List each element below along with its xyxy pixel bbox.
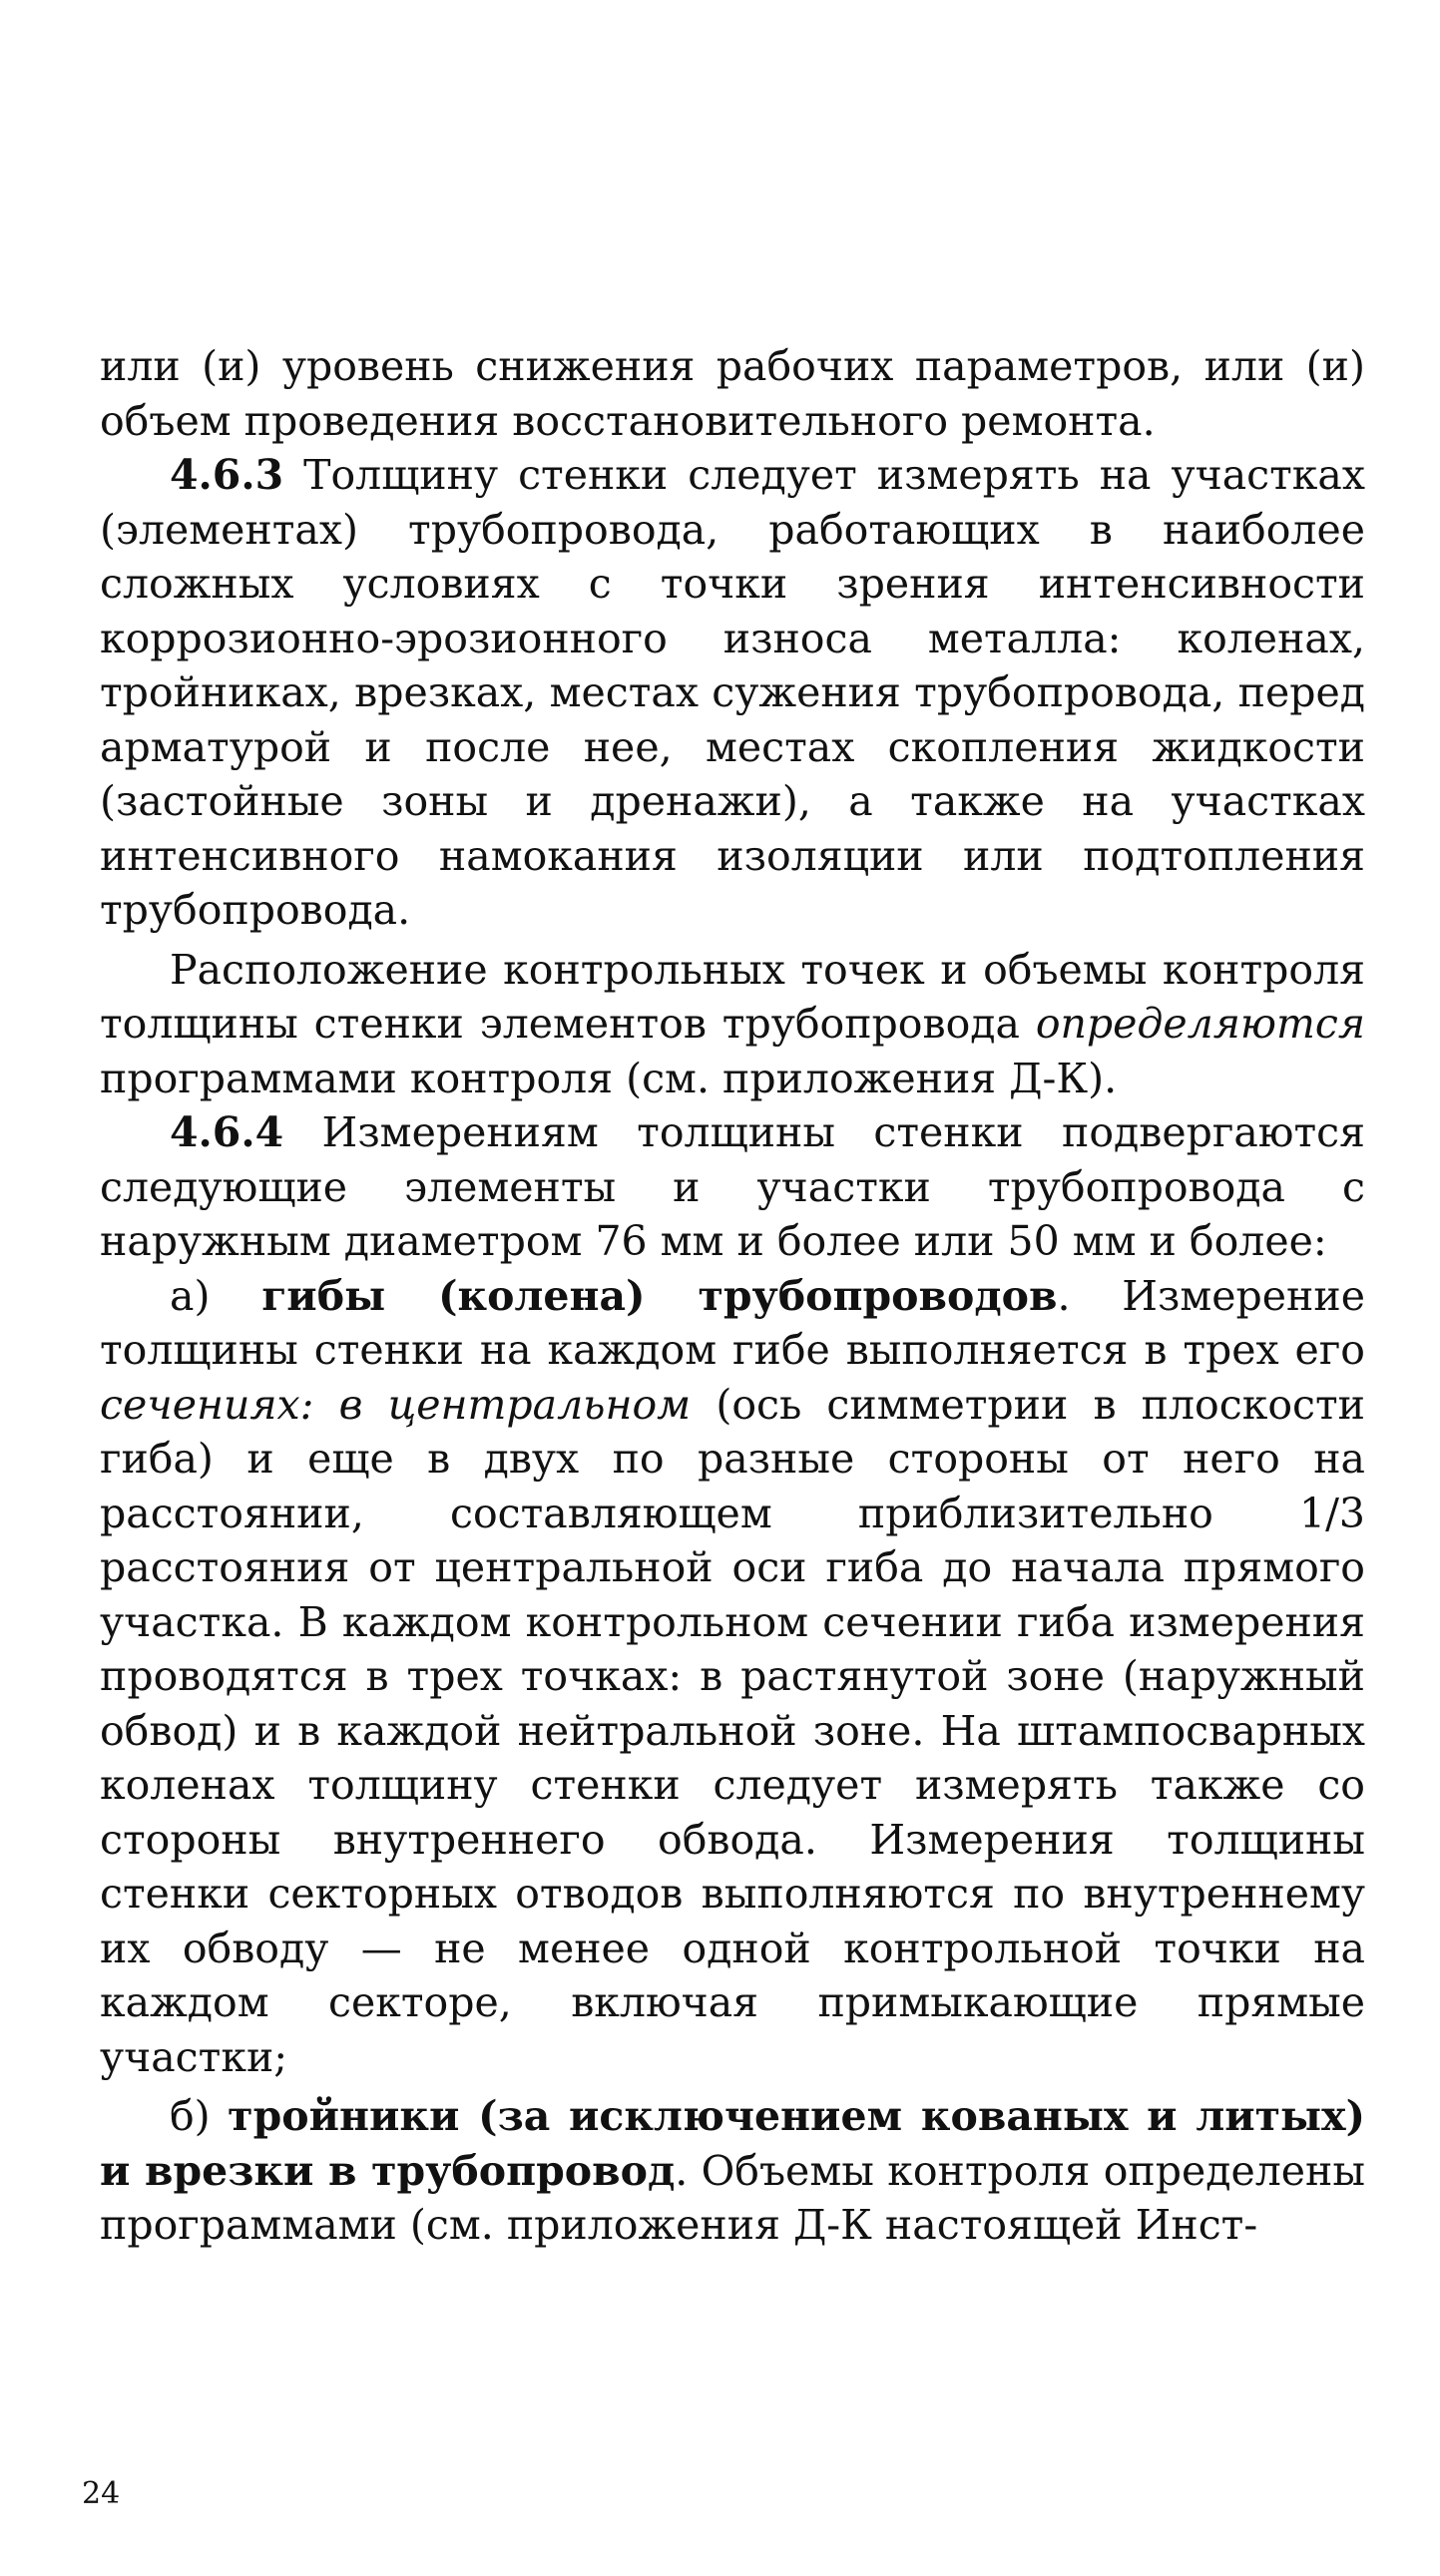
paragraph-text: . Объемы контроля определены программами (см. приложения Д-К настоящей Инст- bbox=[100, 2146, 1365, 2249]
paragraph-continuation bbox=[100, 339, 1365, 448]
paragraph-4-6-4 bbox=[100, 1105, 1365, 1269]
list-marker: а) bbox=[170, 1271, 262, 1320]
paragraph-text: . Измерение толщины стенки на каждом гибе выполняется в трех его bbox=[100, 1271, 1365, 1374]
emphasis-text: сечениях: в центральном bbox=[100, 1380, 692, 1429]
paragraph-text: Толщину стенки следует измерять на участках (элементах) трубопровода, работающих в наиболее сложных условиях с точки зрения интенсивности коррозионно-эрозионного износа металла: коленах, тройниках, врезках, местах сужения трубопровода, перед арматурой и после нее, местах скопления жидкости (застойные зоны и дренажи), а также на участках интенсивного намокания изоляции или подтопления трубопровода. bbox=[100, 451, 1365, 934]
clause-number: 4.6.3 bbox=[170, 451, 284, 499]
paragraph-text: (ось симметрии в плоскости гиба) и еще в двух по разные стороны от него на расстоянии, составляющем приблизительно 1/3 расстояния от центральной оси гиба до начала прямого участка. В каждом контрольном сечении гиба измерения проводятся в трех точках: в растянутой зоне (наружный обвод) и в каждой нейтральной зоне. На штампосварных коленах толщину стенки следует измерять также со стороны внутреннего обвода. Измерения толщины стенки секторных отводов выполняются по внутреннему их обводу — не менее одной контрольной точки на каждом секторе, включая примыкающие прямые участки; bbox=[100, 1380, 1365, 2081]
list-item-a bbox=[100, 1269, 1365, 2085]
paragraph-text: Измерениям толщины стенки подвергаются следующие элементы и участки трубопровода с наружным диаметром 76 мм и более или 50 мм и более: bbox=[100, 1108, 1365, 1265]
paragraph-text: программами контроля (см. приложения Д-К). bbox=[100, 1054, 1118, 1102]
page-body bbox=[100, 339, 1365, 2253]
paragraph-4-6-3 bbox=[100, 448, 1365, 938]
emphasis-text: определяются bbox=[1035, 1000, 1365, 1048]
list-item-b bbox=[100, 2089, 1365, 2253]
list-item-heading: тройники (за исключением кованых и литых) и врезки в трубопровод bbox=[100, 2092, 1365, 2195]
paragraph-text: Расположение контрольных точек и объемы контроля толщины стенки элементов трубопровода bbox=[100, 945, 1365, 1048]
paragraph-control-points bbox=[100, 943, 1365, 1106]
list-item-heading: гибы (колена) трубопроводов bbox=[261, 1271, 1058, 1320]
clause-number: 4.6.4 bbox=[170, 1108, 284, 1156]
page-number: 24 bbox=[82, 2476, 121, 2511]
paragraph-text: или (и) уровень снижения рабочих параметров, или (и) объем проведения восстановительного ремонта. bbox=[100, 342, 1365, 445]
list-marker: б) bbox=[170, 2092, 229, 2140]
